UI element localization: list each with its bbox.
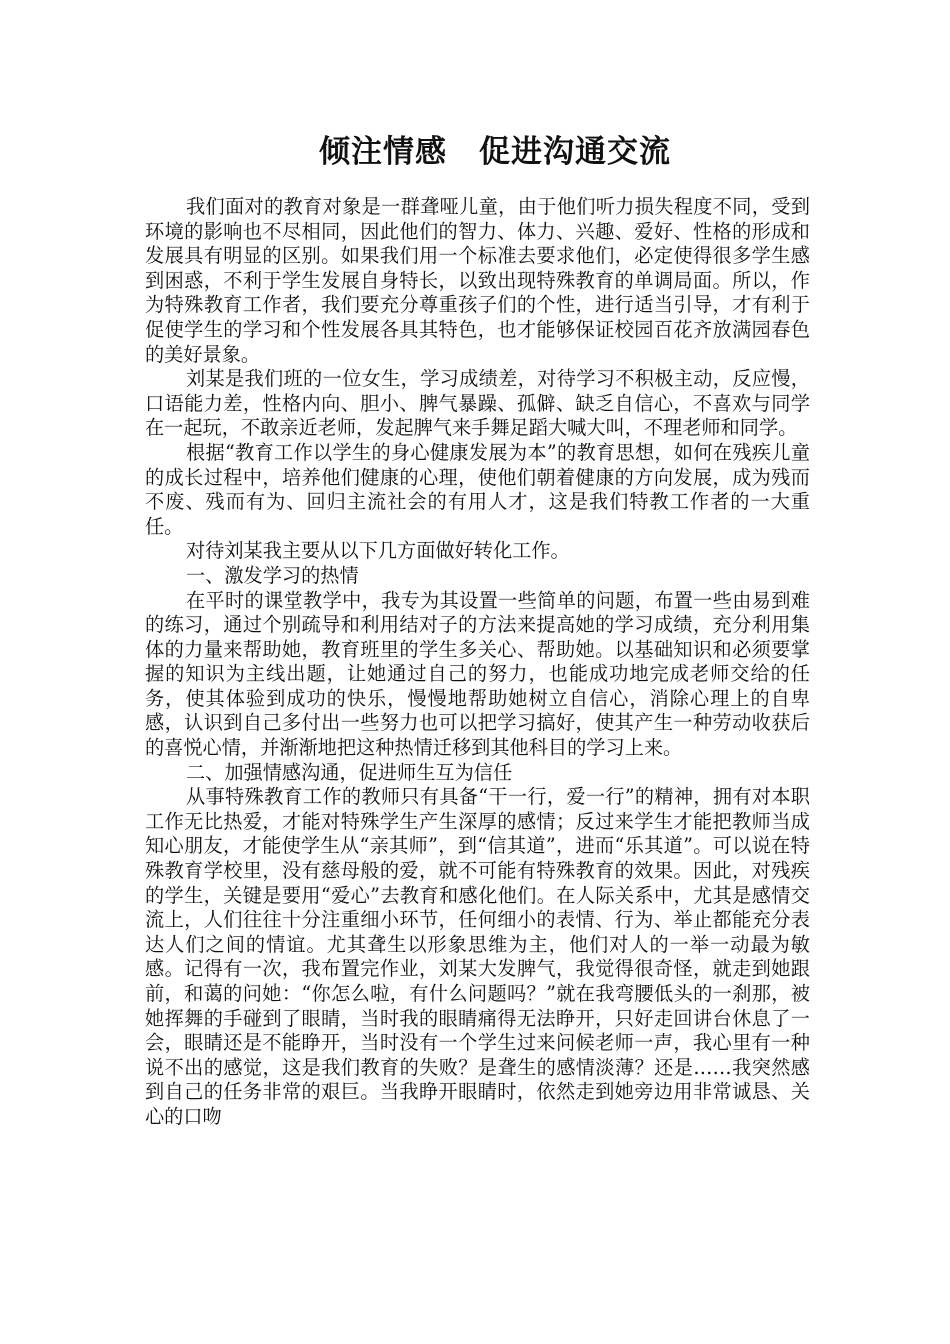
document-title: 倾注情感 促进沟通交流 — [319, 134, 671, 170]
document-body — [145, 195, 810, 1130]
paragraph-student-profile: 刘某是我们班的一位女生，学习成绩差，对待学习不积极主动，反应慢，口语能力差，性格内向、胆小、脾气暴躁、孤僻、缺乏自信心，不喜欢与同学在一起玩，不敢亲近老师，发起脾气来手舞足蹈大喊大叫，不理老师和同学。 — [145, 367, 810, 440]
paragraph-section-1: 在平时的课堂教学中，我专为其设置一些简单的问题，布置一些由易到难的练习，通过个别疏导和利用结对子的方法来提高她的学习成绩，充分利用集体的力量来帮助她，教育班里的学生多关心、帮助她。以基础知识和必须要掌握的知识为主线出题，让她通过自己的努力，也能成功地完成老师交给的任务，使其体验到成功的快乐，慢慢地帮助她树立自信心，消除心理上的自卑感，认识到自己多付出一些努力也可以把学习搞好，使其产生一种劳动收获后的喜悦心情，并渐渐地把这种热情迁移到其他科目的学习上来。 — [145, 588, 810, 760]
document-page — [145, 0, 810, 1130]
section-heading-2: 二、加强情感沟通，促进师生互为信任 — [186, 760, 513, 784]
section-heading-1: 一、激发学习的热情 — [186, 563, 359, 587]
paragraph-section-2: 从事特殊教育工作的教师只有具备“干一行，爱一行”的精神，拥有对本职工作无比热爱，才能对特殊学生产生深厚的感情；反过来学生才能把教师当成知心朋友，才能使学生从“亲其师”，到“信其道”，进而“乐其道”。可以说在特殊教育学校里，没有慈母般的爱，就不可能有特殊教育的效果。因此，对残疾的学生，关键是要用“爱心”去教育和感化他们。在人际关系中，尤其是感情交流上，人们往往十分注重细小环节，任何细小的表情、行为、举止都能充分表达人们之间的情谊。尤其聋生以形象思维为主，他们对人的一举一动最为敏感。记得有一次，我布置完作业，刘某大发脾气，我觉得很奇怪，就走到她跟前，和蔼的问她：“你怎么啦，有什么问题吗？”就在我弯腰低头的一刹那，被她挥舞的手碰到了眼睛，当时我的眼睛痛得无法睁开，只好走回讲台休息了一会，眼睛还是不能睁开，当时没有一个学生过来问候老师一声，我心里有一种说不出的感觉，这是我们教育的失败？是聋生的感情淡薄？还是……我突然感到自己的任务非常的艰巨。当我睁开眼睛时，依然走到她旁边用非常诚恳、关心的口吻 — [145, 785, 810, 1128]
paragraph-intro: 我们面对的教育对象是一群聋哑儿童，由于他们听力损失程度不同，受到环境的影响也不尽相同，因此他们的智力、体力、兴趣、爱好、性格的形成和发展具有明显的区别。如果我们用一个标准去要求他们，必定使得很多学生感到困惑，不利于学生发展自身特长，以致出现特殊教育的单调局面。所以，作为特殊教育工作者，我们要充分尊重孩子们的个性，进行适当引导，才有利于促使学生的学习和个性发展各具其特色，也才能够保证校园百花齐放满园春色的美好景象。 — [145, 195, 810, 366]
paragraph-transition: 对待刘某我主要从以下几方面做好转化工作。 — [186, 539, 570, 563]
paragraph-education-philosophy: 根据“教育工作以学生的身心健康发展为本”的教育思想，如何在残疾儿童的成长过程中，培养他们健康的心理，使他们朝着健康的方向发展，成为残而不废、残而有为、回归主流社会的有用人才，这是我们特教工作者的一大重任。 — [145, 440, 810, 538]
